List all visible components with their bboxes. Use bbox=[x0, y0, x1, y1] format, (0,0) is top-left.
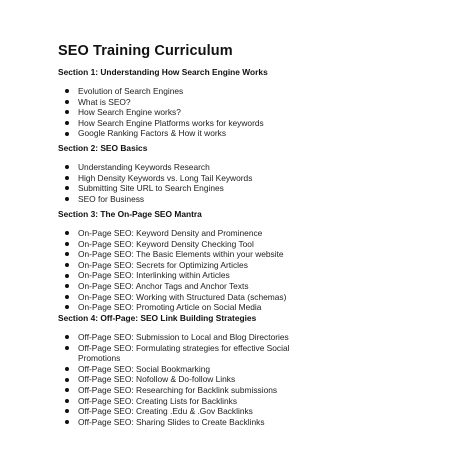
section-3-heading: Section 3: The On-Page SEO Mantra bbox=[58, 209, 202, 219]
list-item: On-Page SEO: Anchor Tags and Anchor Texts bbox=[62, 281, 286, 292]
list-item: What is SEO? bbox=[62, 97, 264, 108]
section-2-heading: Section 2: SEO Basics bbox=[58, 143, 148, 153]
list-item: On-Page SEO: Working with Structured Data (schemas) bbox=[62, 292, 286, 303]
list-item: On-Page SEO: The Basic Elements within your website bbox=[62, 249, 286, 260]
list-item: SEO for Business bbox=[62, 194, 252, 205]
list-item: Google Ranking Factors & How it works bbox=[62, 128, 264, 139]
list-item: Submitting Site URL to Search Engines bbox=[62, 183, 252, 194]
list-item: How Search Engine Platforms works for keywords bbox=[62, 118, 264, 129]
list-item: Off-Page SEO: Researching for Backlink submissions bbox=[62, 385, 290, 396]
list-item: Evolution of Search Engines bbox=[62, 86, 264, 97]
list-item: How Search Engine works? bbox=[62, 107, 264, 118]
list-item: High Density Keywords vs. Long Tail Keywords bbox=[62, 173, 252, 184]
section-4-list bbox=[62, 332, 290, 427]
list-item: On-Page SEO: Keyword Density and Prominence bbox=[62, 228, 286, 239]
list-item: On-Page SEO: Interlinking within Articles bbox=[62, 270, 286, 281]
list-item: On-Page SEO: Secrets for Optimizing Articles bbox=[62, 260, 286, 271]
section-4-heading: Section 4: Off-Page: SEO Link Building Strategies bbox=[58, 313, 257, 323]
section-3-list bbox=[62, 228, 286, 313]
page-title: SEO Training Curriculum bbox=[58, 43, 233, 59]
list-item: On-Page SEO: Promoting Article on Social Media bbox=[62, 302, 286, 313]
list-item: Off-Page SEO: Sharing Slides to Create Backlinks bbox=[62, 417, 290, 428]
list-item: Off-Page SEO: Creating Lists for Backlinks bbox=[62, 396, 290, 407]
list-item: On-Page SEO: Keyword Density Checking Tool bbox=[62, 239, 286, 250]
list-item-text: Off-Page SEO: Formulating strategies for effective Social bbox=[78, 342, 290, 353]
list-item: Off-Page SEO: Submission to Local and Blog Directories bbox=[62, 332, 290, 343]
list-item: Off-Page SEO: Social Bookmarking bbox=[62, 364, 290, 375]
section-2-list bbox=[62, 162, 252, 204]
list-item: Off-Page SEO: Creating .Edu & .Gov Backlinks bbox=[62, 406, 290, 417]
list-item: Understanding Keywords Research bbox=[62, 162, 252, 173]
list-item: Off-Page SEO: Nofollow & Do-follow Links bbox=[62, 374, 290, 385]
section-1-list bbox=[62, 86, 264, 139]
section-1-heading: Section 1: Understanding How Search Engine Works bbox=[58, 67, 268, 77]
list-item-continuation: Promotions bbox=[78, 353, 121, 364]
list-item bbox=[62, 343, 290, 364]
